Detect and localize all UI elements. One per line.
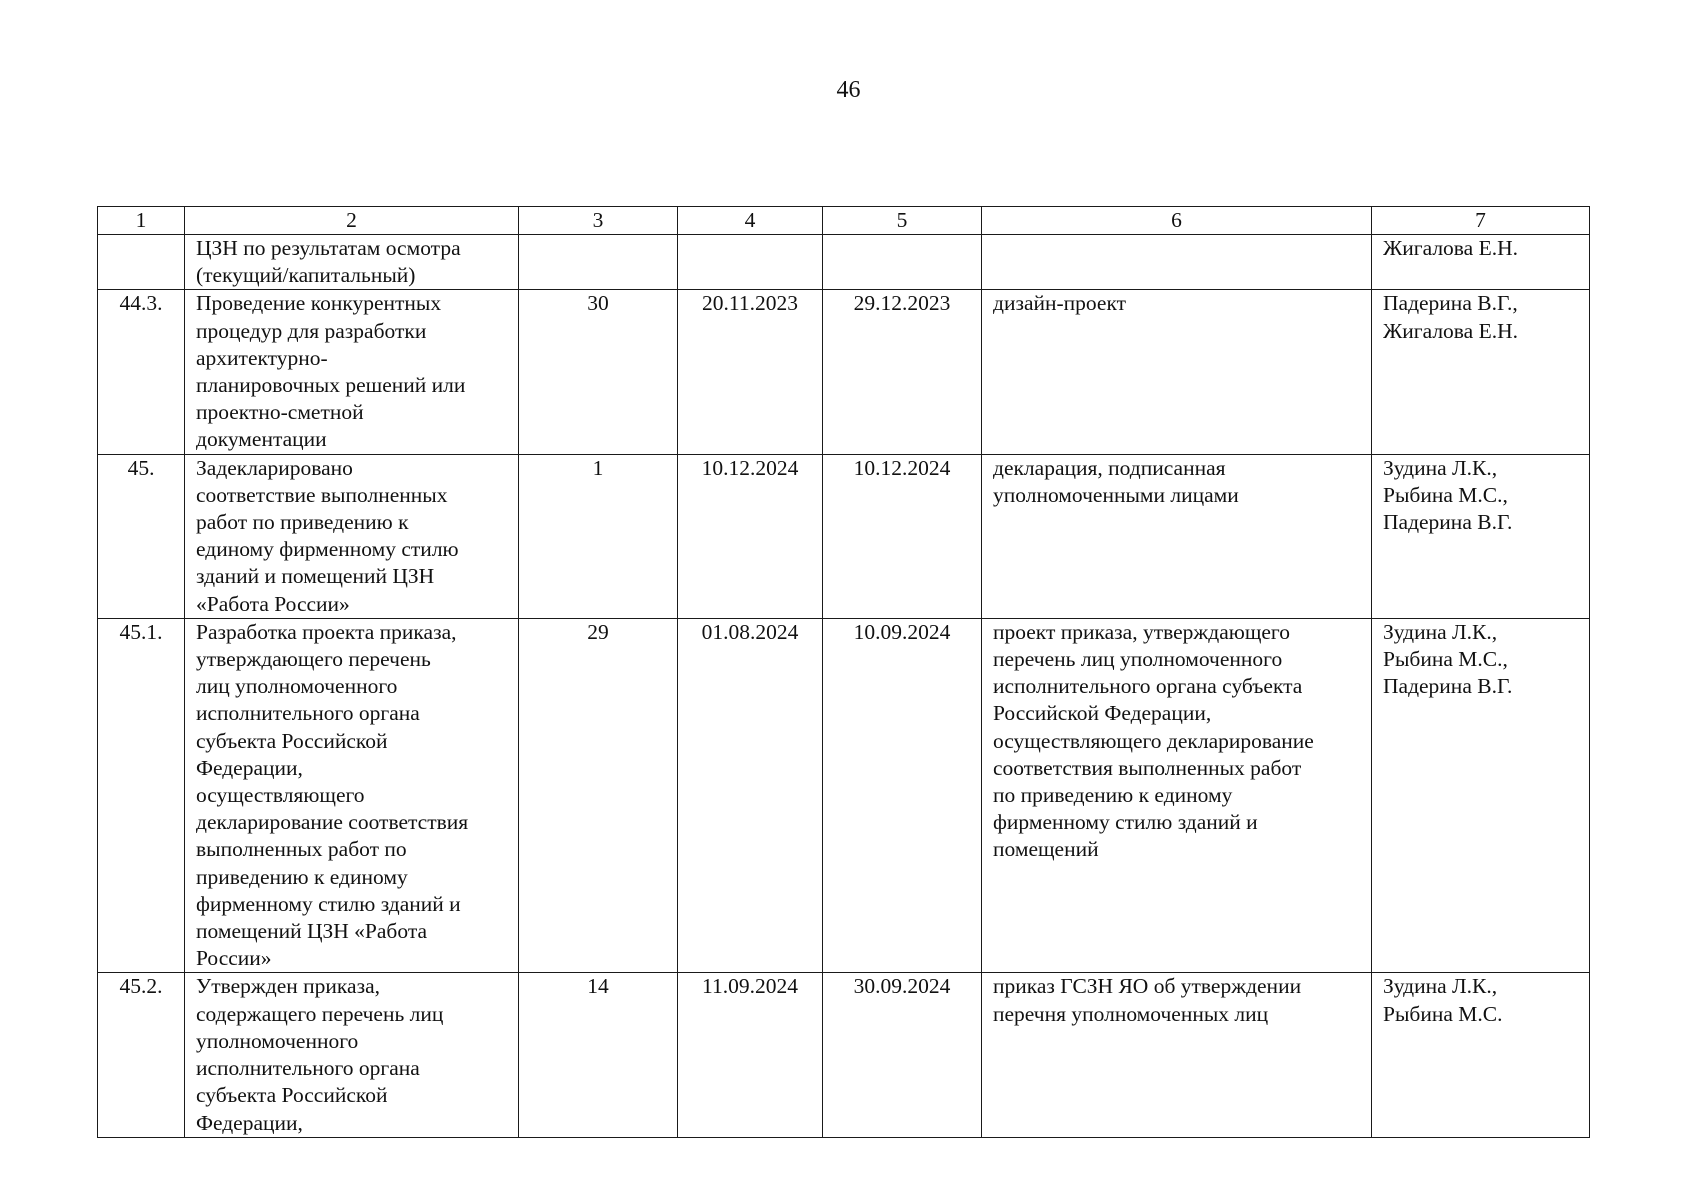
end-date-cell: 29.12.2023 [823, 290, 982, 454]
result-cell: приказ ГСЗН ЯО об утверждении перечня уполномоченных лиц [982, 973, 1372, 1137]
table-row [98, 973, 1590, 1137]
responsible-cell: Зудина Л.К., Рыбина М.С. [1372, 973, 1590, 1137]
duration-cell: 29 [519, 618, 678, 973]
result-cell [982, 235, 1372, 290]
item-name-cell: ЦЗН по результатам осмотра (текущий/капитальный) [185, 235, 519, 290]
end-date-cell [823, 235, 982, 290]
result-cell: декларация, подписанная уполномоченными лицами [982, 454, 1372, 618]
start-date-cell [678, 235, 823, 290]
item-number-cell: 44.3. [98, 290, 185, 454]
start-date-cell: 11.09.2024 [678, 973, 823, 1137]
start-date-cell: 20.11.2023 [678, 290, 823, 454]
item-number-cell [98, 235, 185, 290]
column-header: 7 [1372, 207, 1590, 235]
item-name-cell: Задекларировано соответствие выполненных работ по приведению к единому фирменному стилю зданий и помещений ЦЗН «Работа России» [185, 454, 519, 618]
column-header: 3 [519, 207, 678, 235]
table-row [98, 235, 1590, 290]
column-header: 5 [823, 207, 982, 235]
table-row [98, 290, 1590, 454]
duration-cell: 1 [519, 454, 678, 618]
item-name-cell: Проведение конкурентных процедур для разработки архитектурно- планировочных решений или проектно-сметной документации [185, 290, 519, 454]
result-cell: проект приказа, утверждающего перечень лиц уполномоченного исполнительного органа субъекта Российской Федерации, осуществляющего декларирование соответствия выполненных работ по приведению к единому фирменному стилю зданий и помещений [982, 618, 1372, 973]
item-name-cell: Утвержден приказа, содержащего перечень лиц уполномоченного исполнительного органа субъекта Российской Федерации, [185, 973, 519, 1137]
table-row [98, 454, 1590, 618]
end-date-cell: 10.09.2024 [823, 618, 982, 973]
item-name-cell: Разработка проекта приказа, утверждающего перечень лиц уполномоченного исполнительного органа субъекта Российской Федерации, осуществляющего декларирование соответствия выполненных работ по приведению к единому фирменному стилю зданий и помещений ЦЗН «Работа России» [185, 618, 519, 973]
column-header: 4 [678, 207, 823, 235]
plan-table [97, 206, 1590, 1138]
table-row [98, 618, 1590, 973]
item-number-cell: 45.2. [98, 973, 185, 1137]
column-header: 1 [98, 207, 185, 235]
start-date-cell: 10.12.2024 [678, 454, 823, 618]
column-header: 6 [982, 207, 1372, 235]
responsible-cell: Зудина Л.К., Рыбина М.С., Падерина В.Г. [1372, 454, 1590, 618]
duration-cell: 30 [519, 290, 678, 454]
end-date-cell: 30.09.2024 [823, 973, 982, 1137]
column-header: 2 [185, 207, 519, 235]
item-number-cell: 45.1. [98, 618, 185, 973]
end-date-cell: 10.12.2024 [823, 454, 982, 618]
responsible-cell: Зудина Л.К., Рыбина М.С., Падерина В.Г. [1372, 618, 1590, 973]
start-date-cell: 01.08.2024 [678, 618, 823, 973]
duration-cell: 14 [519, 973, 678, 1137]
page-number: 46 [836, 77, 861, 103]
result-cell: дизайн-проект [982, 290, 1372, 454]
header-row [98, 207, 1590, 235]
item-number-cell: 45. [98, 454, 185, 618]
duration-cell [519, 235, 678, 290]
responsible-cell: Жигалова Е.Н. [1372, 235, 1590, 290]
responsible-cell: Падерина В.Г., Жигалова Е.Н. [1372, 290, 1590, 454]
